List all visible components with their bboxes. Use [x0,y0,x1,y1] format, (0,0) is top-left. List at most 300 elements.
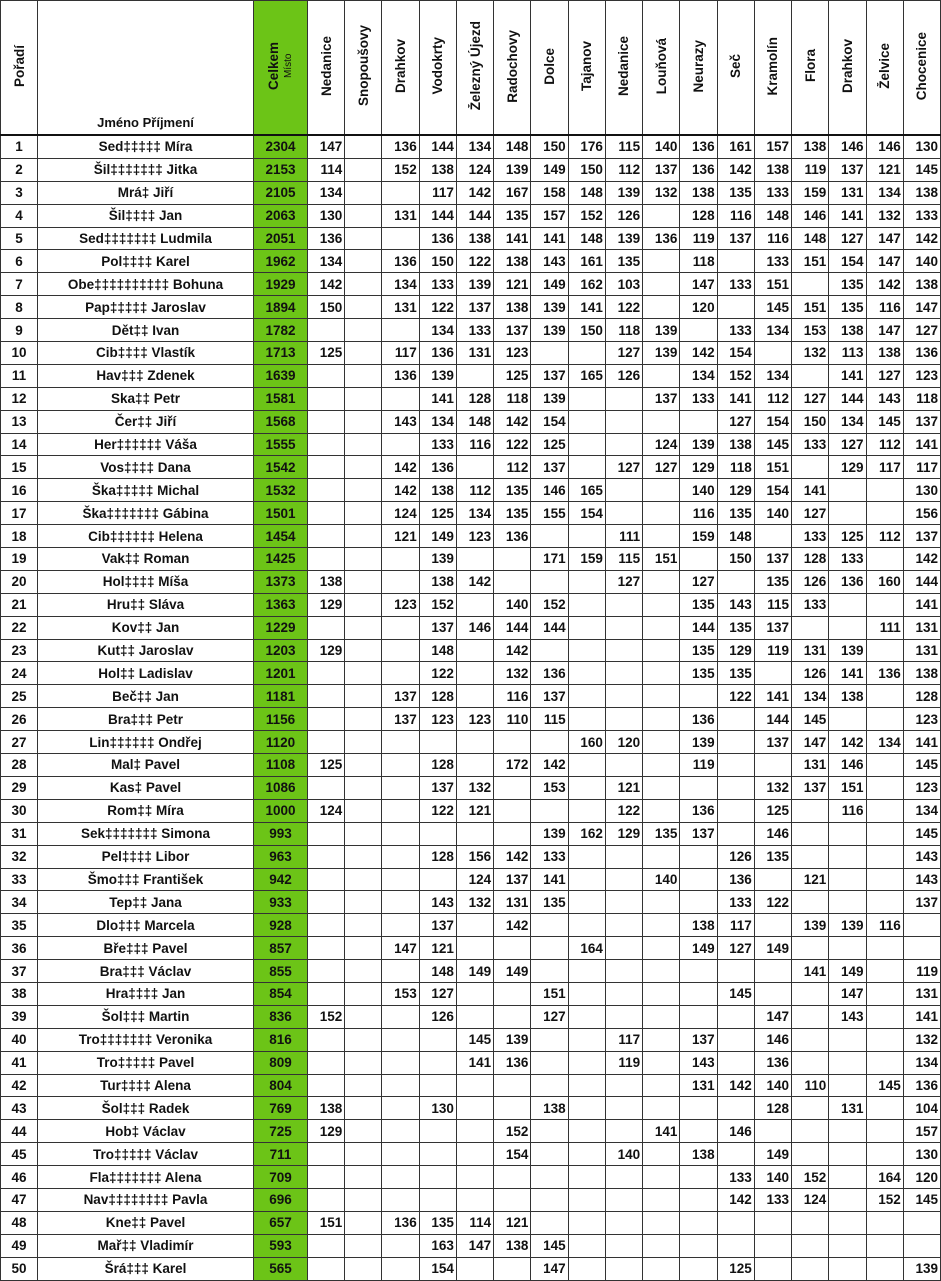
score-cell [345,708,382,731]
score-cell: 147 [866,250,903,273]
score-cell: 129 [605,822,642,845]
score-cell: 135 [494,502,531,525]
score-cell: 104 [903,1097,940,1120]
score-cell [568,708,605,731]
score-cell: 124 [643,433,680,456]
score-cell [531,525,568,548]
name-cell: Tro‡‡‡‡‡ Pavel [38,1051,254,1074]
score-cell [568,754,605,777]
total-cell: 1201 [254,662,308,685]
score-cell: 138 [792,135,829,158]
score-cell [568,1051,605,1074]
score-cell: 153 [382,982,419,1005]
score-cell [531,1074,568,1097]
name-cell: Hob‡ Václav [38,1120,254,1143]
score-cell: 139 [829,639,866,662]
score-cell: 152 [568,204,605,227]
score-cell [382,570,419,593]
score-cell: 144 [829,387,866,410]
score-cell [345,1211,382,1234]
score-cell: 138 [494,296,531,319]
score-cell: 121 [494,1211,531,1234]
score-cell [792,1120,829,1143]
score-cell [345,227,382,250]
score-cell [382,1234,419,1257]
place-header [308,1,345,136]
score-cell: 152 [308,1005,345,1028]
name-cell: Obe‡‡‡‡‡‡‡‡‡‡ Bohuna [38,273,254,296]
total-cell: 928 [254,914,308,937]
score-cell [531,1051,568,1074]
score-cell: 133 [792,433,829,456]
score-cell: 130 [903,1143,940,1166]
place-header-label: Drahkov [393,38,409,94]
score-cell [829,1257,866,1280]
score-cell [456,1188,493,1211]
score-cell: 154 [754,410,791,433]
score-cell: 143 [531,250,568,273]
score-cell: 137 [754,548,791,571]
score-cell [792,364,829,387]
score-cell [717,708,754,731]
name-cell: Mal‡ Pavel [38,754,254,777]
score-cell [345,776,382,799]
score-cell [717,1005,754,1028]
total-cell: 804 [254,1074,308,1097]
score-cell: 125 [829,525,866,548]
score-cell: 154 [419,1257,456,1280]
score-cell: 138 [680,914,717,937]
score-cell [792,937,829,960]
score-cell: 136 [494,1051,531,1074]
score-cell: 158 [531,181,568,204]
score-cell: 130 [308,204,345,227]
rank-cell: 45 [1,1143,38,1166]
place-header-label: Seč [728,53,744,79]
score-cell [494,1166,531,1189]
place-header [792,1,829,136]
score-cell [605,914,642,937]
score-cell: 141 [792,960,829,983]
score-cell [382,639,419,662]
score-cell: 136 [829,570,866,593]
score-cell: 145 [754,433,791,456]
score-cell [456,364,493,387]
score-cell: 144 [419,135,456,158]
score-cell: 134 [829,410,866,433]
score-cell: 139 [680,433,717,456]
score-cell [643,1188,680,1211]
score-cell [345,960,382,983]
score-cell [345,433,382,456]
score-cell: 150 [568,158,605,181]
score-cell [345,1051,382,1074]
score-cell: 125 [308,342,345,365]
score-cell: 142 [382,456,419,479]
score-cell [308,410,345,433]
score-cell [382,1097,419,1120]
score-cell: 121 [494,273,531,296]
score-cell: 143 [903,845,940,868]
score-cell: 142 [903,548,940,571]
score-cell [568,570,605,593]
rank-cell: 14 [1,433,38,456]
score-cell [345,1143,382,1166]
score-cell [382,616,419,639]
score-cell: 145 [903,754,940,777]
score-cell: 135 [643,822,680,845]
score-cell [345,799,382,822]
score-cell: 117 [382,342,419,365]
name-cell: Kas‡ Pavel [38,776,254,799]
score-cell: 147 [866,227,903,250]
score-cell [866,960,903,983]
score-cell: 132 [456,891,493,914]
score-cell: 123 [456,525,493,548]
score-cell [308,548,345,571]
score-cell [792,1005,829,1028]
rank-cell: 3 [1,181,38,204]
score-cell [792,1028,829,1051]
score-cell: 136 [866,662,903,685]
score-cell: 141 [792,479,829,502]
score-cell: 154 [531,410,568,433]
score-cell: 141 [903,433,940,456]
score-cell [456,662,493,685]
score-cell [308,960,345,983]
score-cell [494,799,531,822]
score-cell: 131 [456,342,493,365]
score-cell [643,776,680,799]
score-cell [345,410,382,433]
score-cell [754,1211,791,1234]
score-cell: 123 [903,364,940,387]
table-row [1,1120,941,1143]
score-cell [382,662,419,685]
total-cell: 1203 [254,639,308,662]
score-cell [345,342,382,365]
total-cell: 1782 [254,319,308,342]
score-cell [866,799,903,822]
score-cell: 116 [866,296,903,319]
score-cell [456,456,493,479]
score-cell: 114 [456,1211,493,1234]
score-cell: 139 [456,273,493,296]
score-cell: 148 [568,181,605,204]
score-cell [866,1005,903,1028]
place-header-label: Flora [802,49,818,83]
score-cell: 121 [419,937,456,960]
score-cell [680,891,717,914]
score-cell [345,845,382,868]
score-cell [419,1166,456,1189]
rank-cell: 12 [1,387,38,410]
total-cell: 2304 [254,135,308,158]
score-cell: 144 [494,616,531,639]
name-cell: Nav‡‡‡‡‡‡‡‡ Pavla [38,1188,254,1211]
score-cell [754,868,791,891]
score-cell [605,410,642,433]
score-cell: 143 [866,387,903,410]
total-cell: 1542 [254,456,308,479]
score-cell: 119 [680,227,717,250]
rank-cell: 20 [1,570,38,593]
total-cell: 1120 [254,731,308,754]
score-cell: 142 [680,342,717,365]
score-cell: 145 [866,1074,903,1097]
score-cell [792,799,829,822]
score-cell [382,754,419,777]
score-cell: 127 [605,456,642,479]
table-row [1,135,941,158]
score-cell: 125 [419,502,456,525]
score-cell [680,1097,717,1120]
score-cell: 141 [531,227,568,250]
score-cell: 137 [419,914,456,937]
score-cell: 148 [419,639,456,662]
score-cell [345,250,382,273]
score-cell [866,548,903,571]
rank-cell: 15 [1,456,38,479]
name-cell: Hol‡‡‡‡ Míša [38,570,254,593]
score-cell: 116 [456,433,493,456]
score-cell [605,1211,642,1234]
place-header [643,1,680,136]
score-cell [456,593,493,616]
score-cell [866,685,903,708]
score-cell: 150 [792,410,829,433]
score-cell [680,960,717,983]
score-cell: 152 [866,1188,903,1211]
score-cell: 151 [643,548,680,571]
score-cell: 140 [643,868,680,891]
score-cell: 146 [531,479,568,502]
score-cell: 134 [754,364,791,387]
table-row [1,799,941,822]
score-cell: 133 [531,845,568,868]
name-cell: Kut‡‡ Jaroslav [38,639,254,662]
score-cell [754,342,791,365]
score-cell [866,776,903,799]
score-cell: 138 [866,342,903,365]
score-cell: 136 [308,227,345,250]
score-cell [866,982,903,1005]
total-cell: 836 [254,1005,308,1028]
score-cell [494,548,531,571]
score-cell: 145 [903,158,940,181]
score-cell [605,1005,642,1028]
score-cell: 122 [456,250,493,273]
score-cell: 116 [680,502,717,525]
score-cell [382,731,419,754]
score-cell: 131 [903,982,940,1005]
score-cell: 147 [680,273,717,296]
score-cell: 127 [680,570,717,593]
score-cell: 154 [829,250,866,273]
rank-cell: 35 [1,914,38,937]
place-header-label: Radochovy [504,29,520,103]
score-cell: 133 [419,433,456,456]
score-cell [643,685,680,708]
score-cell: 116 [866,914,903,937]
score-cell [605,845,642,868]
score-cell: 160 [568,731,605,754]
score-cell [605,1074,642,1097]
score-cell [643,982,680,1005]
rank-cell: 10 [1,342,38,365]
score-cell: 131 [903,616,940,639]
score-cell: 142 [717,1188,754,1211]
score-cell [792,273,829,296]
score-cell: 112 [754,387,791,410]
score-cell: 133 [754,1188,791,1211]
table-row [1,227,941,250]
score-cell [605,754,642,777]
score-cell [345,1074,382,1097]
rank-cell: 38 [1,982,38,1005]
score-cell: 116 [717,204,754,227]
score-cell: 145 [717,982,754,1005]
score-cell: 172 [494,754,531,777]
score-cell [345,387,382,410]
score-cell [717,1211,754,1234]
score-cell [829,1211,866,1234]
score-cell: 151 [792,250,829,273]
score-cell: 134 [456,502,493,525]
rank-cell: 4 [1,204,38,227]
total-cell: 565 [254,1257,308,1280]
score-cell [717,250,754,273]
score-cell: 138 [494,250,531,273]
score-cell: 142 [717,1074,754,1097]
table-row [1,616,941,639]
score-cell [308,456,345,479]
score-cell [680,1120,717,1143]
score-cell [643,960,680,983]
score-cell [754,662,791,685]
score-cell [605,616,642,639]
name-cell: Tep‡‡ Jana [38,891,254,914]
score-cell: 136 [903,342,940,365]
name-cell: Cib‡‡‡‡ Vlastík [38,342,254,365]
score-cell [643,570,680,593]
score-cell: 136 [494,525,531,548]
score-cell: 164 [568,937,605,960]
score-cell: 138 [903,662,940,685]
score-cell [829,593,866,616]
place-header [345,1,382,136]
score-cell [345,1097,382,1120]
score-cell: 132 [903,1028,940,1051]
score-cell [643,799,680,822]
score-cell: 161 [568,250,605,273]
score-cell [717,822,754,845]
place-header [829,1,866,136]
rank-cell: 32 [1,845,38,868]
score-cell: 176 [568,135,605,158]
score-cell: 137 [717,227,754,250]
score-cell [792,1257,829,1280]
score-cell: 141 [494,227,531,250]
score-cell [456,914,493,937]
score-cell: 135 [829,296,866,319]
score-cell [568,662,605,685]
score-cell: 140 [643,135,680,158]
name-header: Jméno Příjmení [38,1,254,136]
name-cell: Kne‡‡ Pavel [38,1211,254,1234]
score-cell: 154 [568,502,605,525]
score-cell [308,937,345,960]
name-cell: Šil‡‡‡‡‡‡‡ Jitka [38,158,254,181]
table-row [1,1028,941,1051]
score-cell: 141 [531,868,568,891]
score-cell [568,387,605,410]
rank-cell: 36 [1,937,38,960]
score-cell [568,914,605,937]
total-cell: 593 [254,1234,308,1257]
score-cell [829,1051,866,1074]
score-cell [866,845,903,868]
table-row [1,273,941,296]
score-cell [345,616,382,639]
total-cell: 855 [254,960,308,983]
score-cell [456,1005,493,1028]
score-cell [829,845,866,868]
score-cell [605,891,642,914]
name-cell: Tro‡‡‡‡‡ Václav [38,1143,254,1166]
score-cell: 129 [717,639,754,662]
score-cell [308,525,345,548]
table-row [1,891,941,914]
score-cell [345,868,382,891]
score-cell: 140 [754,502,791,525]
score-cell: 112 [866,525,903,548]
score-cell: 129 [308,1120,345,1143]
score-cell: 141 [456,1051,493,1074]
name-cell: Ska‡‡ Petr [38,387,254,410]
score-cell: 125 [717,1257,754,1280]
place-header-label: Dolce [542,47,558,85]
score-cell [643,525,680,548]
table-row [1,433,941,456]
score-cell: 124 [308,799,345,822]
score-cell [680,1211,717,1234]
score-cell: 127 [717,410,754,433]
score-cell: 124 [456,158,493,181]
score-cell [345,731,382,754]
table-row [1,914,941,937]
score-cell [717,1143,754,1166]
score-cell: 129 [308,593,345,616]
score-cell: 136 [382,1211,419,1234]
rank-cell: 26 [1,708,38,731]
rank-cell: 22 [1,616,38,639]
name-cell: Beč‡‡ Jan [38,685,254,708]
score-cell [754,525,791,548]
score-cell: 149 [754,937,791,960]
table-row [1,342,941,365]
score-cell [754,960,791,983]
score-cell [643,662,680,685]
name-cell: Rom‡‡ Míra [38,799,254,822]
total-cell: 1454 [254,525,308,548]
score-cell: 126 [792,662,829,685]
score-cell: 125 [531,433,568,456]
score-cell: 146 [754,1028,791,1051]
rank-cell: 43 [1,1097,38,1120]
score-cell: 142 [717,158,754,181]
score-cell [568,868,605,891]
